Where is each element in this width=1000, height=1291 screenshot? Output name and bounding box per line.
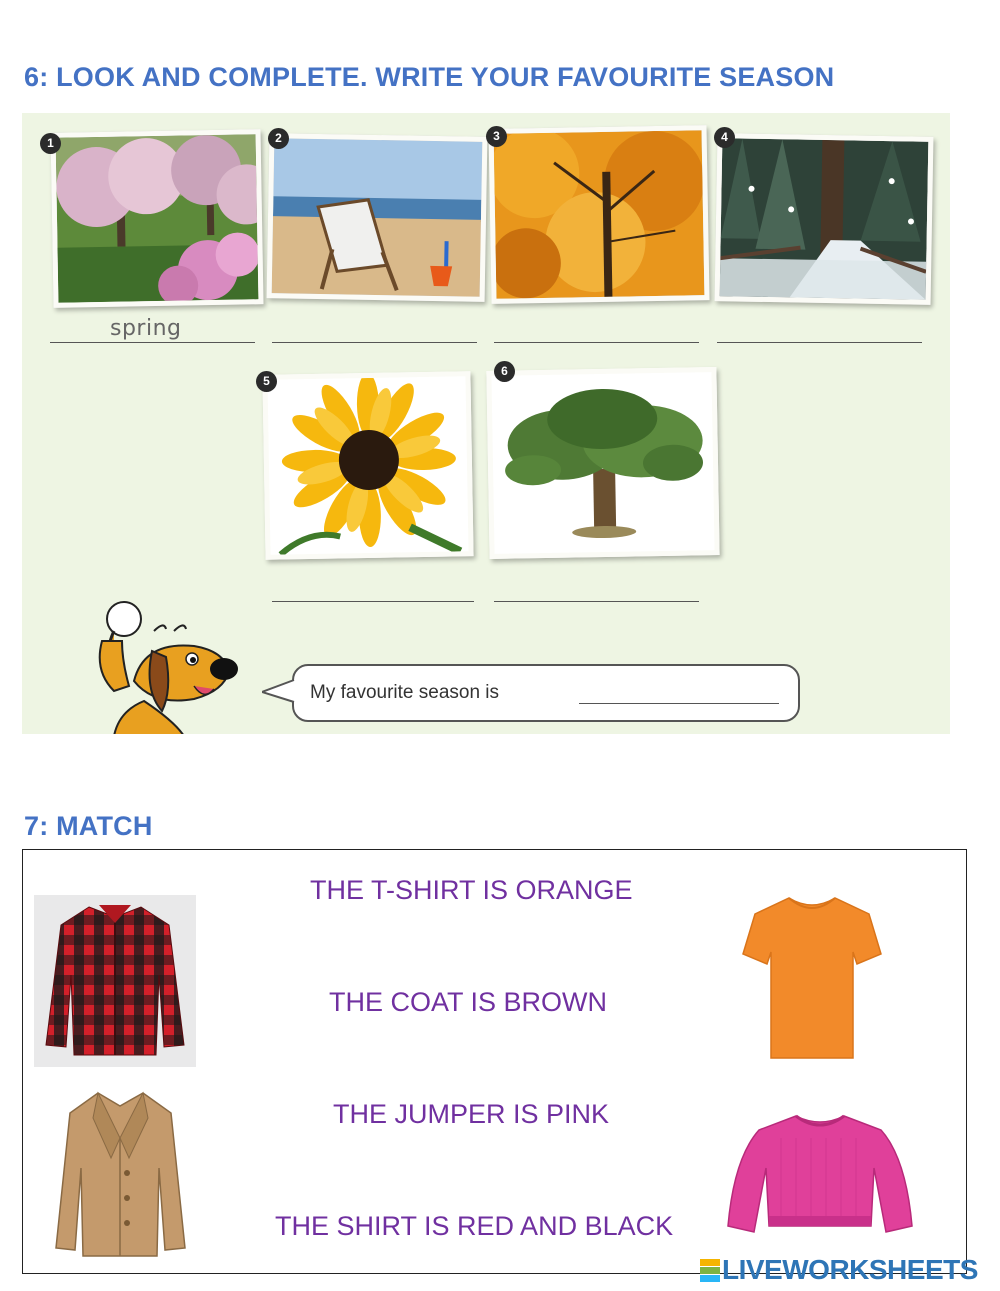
match-sentence-4[interactable]: THE SHIRT IS RED AND BLACK: [275, 1211, 674, 1241]
picture-number-2: 2: [268, 128, 289, 149]
match-sentence-1[interactable]: THE T-SHIRT IS ORANGE: [310, 875, 633, 905]
sunflower-image: [262, 371, 473, 560]
dog-mascot-illustration: [74, 591, 244, 734]
beach-chair-image: [267, 133, 488, 302]
match-sentence-3[interactable]: THE JUMPER IS PINK: [333, 1099, 610, 1129]
picture-number-5: 5: [256, 371, 277, 392]
logo-mark-icon: [700, 1258, 720, 1282]
answer-line-6[interactable]: [494, 601, 699, 602]
exercise-6-title: 6: LOOK AND COMPLETE. WRITE YOUR FAVOURITE SEASON: [24, 62, 835, 92]
answer-1-text: spring: [110, 316, 182, 341]
favourite-season-answer-line[interactable]: [579, 703, 779, 704]
speech-bubble: [292, 664, 800, 722]
answer-line-4[interactable]: [717, 342, 922, 343]
pink-jumper-image[interactable]: [726, 1108, 914, 1238]
liveworksheets-logo: [700, 1255, 978, 1285]
answer-line-5[interactable]: [272, 601, 474, 602]
plaid-shirt-image[interactable]: [34, 895, 196, 1067]
picture-number-3: 3: [486, 126, 507, 147]
picture-number-4: 4: [714, 127, 735, 148]
match-sentence-2[interactable]: THE COAT IS BROWN: [329, 987, 608, 1017]
speech-bubble-tail: [262, 678, 296, 704]
answer-line-1[interactable]: [50, 342, 255, 343]
seasons-picture-panel: [22, 113, 950, 734]
brown-coat-image[interactable]: [53, 1088, 188, 1258]
autumn-tree-image: [488, 125, 709, 304]
exercise-7-title: 7: MATCH: [24, 811, 153, 841]
green-tree-image: [486, 367, 719, 559]
match-box: [22, 849, 967, 1274]
blossom-trees-image: [50, 129, 263, 308]
answer-line-3[interactable]: [494, 342, 699, 343]
favourite-season-prompt: My favourite season is: [310, 682, 500, 703]
orange-t-shirt-image[interactable]: [741, 892, 883, 1064]
answer-line-2[interactable]: [272, 342, 477, 343]
logo-text: LIVEWORKSHEETS: [722, 1254, 978, 1285]
picture-number-1: 1: [40, 133, 61, 154]
picture-number-6: 6: [494, 361, 515, 382]
snowy-forest-image: [715, 133, 934, 305]
